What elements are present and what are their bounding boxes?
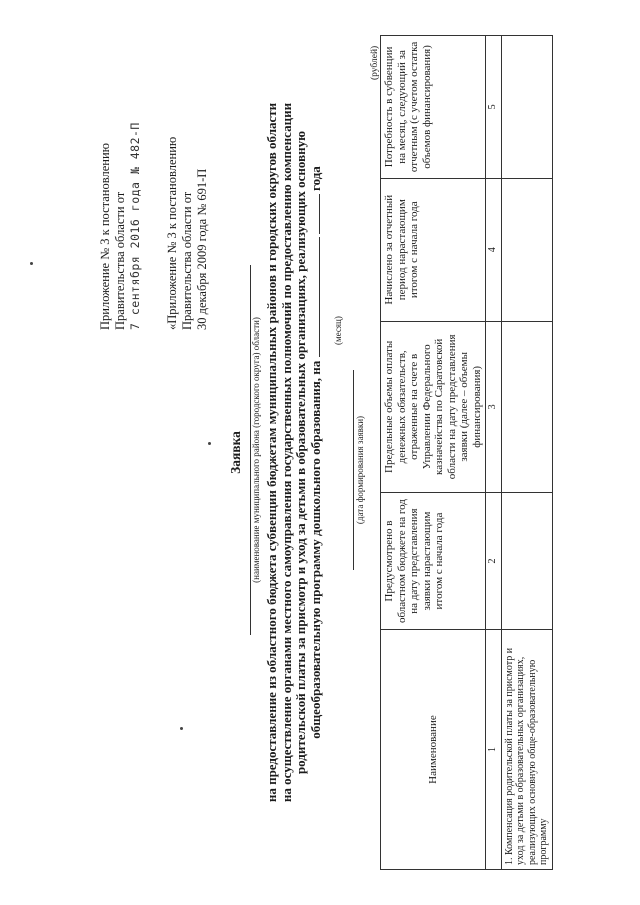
appendix-previous-note xyxy=(165,137,210,330)
year-blank xyxy=(309,194,320,234)
description-line-4-start: общеобразовательную программу дошкольного образования, на xyxy=(307,360,323,739)
currency-note: (рублей) xyxy=(370,45,380,80)
appendix-note xyxy=(98,122,143,330)
column-number-4: 4 xyxy=(486,178,502,321)
table-row xyxy=(501,36,552,870)
column-number-3: 3 xyxy=(486,321,502,492)
date-caption: (дата формирования заявки) xyxy=(355,415,365,525)
description-line-4 xyxy=(309,30,324,875)
column-number-1: 1 xyxy=(486,630,502,870)
scan-speck xyxy=(208,442,211,445)
row-limits-cell[interactable] xyxy=(501,321,552,492)
row-need-cell[interactable] xyxy=(501,36,552,179)
row-accrued-cell[interactable] xyxy=(501,178,552,321)
description-line-1: на предоставление из областного бюджета субвенции бюджетам муниципальных районов и городских округов области xyxy=(264,102,279,803)
appendix-line-1: Приложение № 3 к постановлению xyxy=(98,143,112,330)
description-line-4-end: года xyxy=(307,166,323,191)
request-description xyxy=(265,30,323,875)
month-caption: (месяц) xyxy=(333,316,343,345)
column-number-2: 2 xyxy=(486,493,502,630)
table-header-row xyxy=(381,36,486,870)
row-name-cell: 1. Компенсация родительской платы за присмотр и уход за детьми в образовательных организациях, реализующих основную обще-образовательную программу xyxy=(501,630,552,870)
scan-speck xyxy=(180,727,183,730)
row-planned-cell[interactable] xyxy=(501,493,552,630)
subject-caption: (наименование муниципального района (городского округа) области) xyxy=(251,317,261,583)
column-number-5: 5 xyxy=(486,36,502,179)
scan-speck xyxy=(30,262,33,265)
appendix-old-line-2: Правительства области от xyxy=(180,191,194,330)
description-line-2: на осуществление органами местного самоуправления государственных полномочий по предоставлению компенсации xyxy=(278,102,294,803)
date-fill-line xyxy=(353,370,354,570)
header-planned: Предусмотрено в областном бюджете на год на дату представления заявки нарастающим итогом с начала года xyxy=(381,493,486,630)
appendix-line-2: Правительства области от xyxy=(113,191,127,330)
month-blank xyxy=(309,237,320,357)
appendix-old-line-3: 30 декабря 2009 года № 691-П xyxy=(195,168,209,330)
table-number-row xyxy=(486,36,502,870)
header-accrued: Начислено за отчетный период нарастающим итогом с начала года xyxy=(381,178,486,321)
subsidy-request-table xyxy=(380,35,553,870)
appendix-line-3: 7 сентября 2016 года № 482-П xyxy=(128,122,142,330)
description-line-3: родительской платы за присмотр и уход за детьми в образовательных организациях, реализующих основную xyxy=(293,130,308,775)
document-title: Заявка xyxy=(228,431,243,474)
appendix-old-line-1: «Приложение № 3 к постановлению xyxy=(165,136,179,330)
header-limits: Предельные объемы оплаты денежных обязательств, отраженные на счете в Управлении Федерального казначейства по Саратовской области на дату представления заявки (далее – объемы финансирования) xyxy=(381,321,486,492)
header-name: Наименование xyxy=(381,630,486,870)
header-need: Потребность в субвенции на месяц, следующий за отчетным (с учетом остатка объемов финансирования) xyxy=(381,36,486,179)
